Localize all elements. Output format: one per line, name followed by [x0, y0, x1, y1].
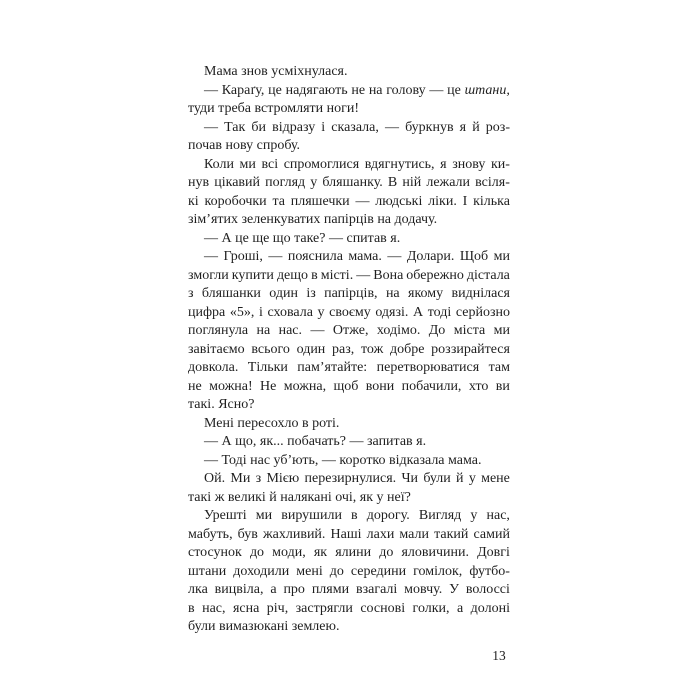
word: хто [468, 378, 489, 394]
text-line [188, 304, 510, 323]
word: плями [311, 582, 350, 598]
word: пам’ятайте: [297, 360, 368, 376]
word: вони [365, 378, 395, 394]
word: ходімо. [376, 323, 421, 339]
text-line [188, 359, 510, 378]
word: до [329, 563, 344, 579]
word: Не [260, 378, 277, 394]
text-line [188, 119, 510, 138]
text-line [188, 507, 510, 526]
text-line: — А це ще що таке? — спитав я. [204, 230, 401, 246]
word: кілька [473, 193, 510, 209]
word: й [472, 119, 480, 135]
word: доходили [233, 563, 290, 579]
word: самий [473, 526, 510, 542]
word: роз- [485, 119, 510, 135]
word: можна! [209, 378, 253, 394]
word: стосунок [188, 545, 242, 561]
word: побачили, [401, 378, 462, 394]
word: гомілок, [413, 563, 463, 579]
word: завітаємо [188, 341, 245, 357]
text-line [188, 544, 510, 563]
word: якому [408, 286, 444, 302]
text-line [188, 322, 510, 341]
paragraph [188, 507, 510, 637]
page-number: 13 [492, 648, 506, 663]
text-line [188, 156, 510, 175]
word: раз, [332, 341, 355, 357]
word: з [188, 286, 194, 302]
word: всього [251, 341, 290, 357]
word: нас. [278, 323, 303, 339]
text-line [188, 248, 510, 267]
word: яловичини. [401, 545, 470, 561]
text-line [188, 82, 510, 101]
word: річ, [266, 600, 289, 616]
word: Щоб [459, 249, 489, 265]
word: Долари. [406, 249, 455, 265]
word: кі [188, 193, 199, 209]
word: — [355, 193, 370, 209]
word: взагалі [355, 582, 398, 598]
word: до [379, 545, 394, 561]
word: один [296, 341, 326, 357]
word: штани, [464, 82, 510, 98]
word: а [270, 582, 277, 598]
word: До [428, 323, 446, 339]
word: був [237, 526, 258, 542]
word: пояснила [287, 249, 343, 265]
word: це [447, 82, 461, 98]
word: можна, [283, 378, 327, 394]
word: людські [375, 193, 423, 209]
word: тоді [427, 304, 452, 320]
paragraph [188, 433, 510, 452]
word: дещо [276, 267, 309, 283]
word: Отже, [332, 323, 369, 339]
text-line [188, 600, 510, 619]
paragraph [188, 63, 510, 82]
text-line [188, 563, 510, 582]
word: лежали [426, 175, 471, 191]
word: на [385, 286, 400, 302]
word: лка [188, 582, 208, 598]
word: В [387, 175, 398, 191]
word: цікавий [214, 175, 260, 191]
word: ми [239, 156, 256, 172]
word: середини [350, 563, 407, 579]
word: ми [493, 249, 510, 265]
word: ви [495, 378, 510, 394]
word: би [251, 119, 267, 135]
text-line: такі ж великі й налякані очі, як у неї? [188, 489, 411, 505]
word: мовчу. [404, 582, 443, 598]
word: один [269, 286, 298, 302]
word: вицвіла, [214, 582, 264, 598]
word: ми [493, 323, 510, 339]
word: у [468, 471, 476, 487]
word: ми [255, 508, 273, 524]
word: — [429, 82, 444, 98]
paragraph [188, 415, 510, 434]
word: у [470, 508, 478, 524]
word: на [256, 323, 271, 339]
text-line: почав нову спробу. [188, 138, 301, 154]
paragraph [188, 82, 510, 119]
word: волоссі [465, 582, 510, 598]
word: нас, [202, 600, 226, 616]
word: такий [434, 526, 469, 542]
word: Мією [266, 471, 300, 487]
paragraph [188, 452, 510, 471]
word: у [310, 175, 318, 191]
text-line: — Тоді нас уб’ють, — коротко відказала мама. [204, 452, 482, 468]
word: та [272, 193, 285, 209]
word: нув [188, 175, 210, 191]
word: буркнув [405, 119, 454, 135]
word: перезирнулися. [304, 471, 397, 487]
word: і [321, 119, 326, 135]
word: Так [224, 119, 246, 135]
word: долоні [470, 600, 510, 616]
word: І [462, 193, 468, 209]
text-line [188, 470, 510, 489]
word: голову [386, 82, 426, 98]
word: з [255, 471, 262, 487]
word: це [268, 82, 282, 98]
word: місті. [320, 267, 354, 283]
word: знову [452, 156, 486, 172]
word: до [249, 545, 265, 561]
paragraph [188, 470, 510, 507]
word: Чи [401, 471, 419, 487]
word: а [457, 600, 464, 616]
word: Наші [330, 526, 362, 542]
word: щоб [333, 378, 359, 394]
word: Урешті [204, 508, 247, 524]
word: — [356, 267, 371, 283]
word: ясна [232, 600, 260, 616]
word: «5», [229, 304, 255, 320]
text-line: були вимазюкані землею. [188, 619, 340, 635]
word: бляшанку. [322, 175, 383, 191]
word: своєму [329, 304, 371, 320]
word: я [459, 119, 467, 135]
word: А [413, 304, 424, 320]
word: Довгі [477, 545, 510, 561]
word: надягають [285, 82, 348, 98]
text-line: Мама знов усміхнулася. [204, 64, 348, 79]
word: у [317, 304, 325, 320]
word: — [204, 119, 218, 135]
word: всі [261, 156, 279, 172]
word: ліки. [428, 193, 457, 209]
word: Ой. [204, 471, 226, 487]
word: я [440, 156, 447, 172]
word: були [423, 471, 451, 487]
word: Коли [204, 156, 234, 172]
word: не [188, 378, 202, 394]
word: змогли [188, 267, 229, 283]
word: в [311, 267, 318, 283]
word: мене [481, 471, 510, 487]
word: — [268, 249, 283, 265]
word: — [310, 323, 325, 339]
word: там [488, 360, 510, 376]
word: мама. [348, 249, 382, 265]
word: — [204, 82, 218, 98]
word: ній [402, 175, 422, 191]
word: спромоглися [283, 156, 360, 172]
word: всіля- [475, 175, 510, 191]
text-line: зім’ятих зеленкуватих папірців на додачу. [188, 212, 438, 228]
word: на [368, 82, 383, 98]
word: дістала [466, 267, 510, 283]
word: ялини [335, 545, 372, 561]
word: погляд [265, 175, 306, 191]
text-line [188, 341, 510, 360]
text-line [188, 193, 510, 212]
word: міста [453, 323, 486, 339]
word: бляшанки [201, 286, 261, 302]
text-line [188, 526, 510, 545]
word: сховала [267, 304, 313, 320]
text-line [188, 581, 510, 600]
word: в [351, 508, 358, 524]
word: моди, [272, 545, 306, 561]
word: мабуть, [188, 526, 233, 542]
word: Тільки [247, 360, 288, 376]
word: довкола. [188, 360, 239, 376]
text-line [188, 378, 510, 397]
word: добре [389, 341, 425, 357]
word: цифра [188, 304, 226, 320]
word: вдягнутись, [364, 156, 435, 172]
word: лахи [366, 526, 395, 542]
word: із [306, 286, 316, 302]
word: Вона [373, 267, 404, 283]
text-line [188, 174, 510, 193]
word: перетворюватися [376, 360, 480, 376]
text-line: — А що, як... побачать? — запитав я. [204, 434, 427, 450]
paragraph [188, 119, 510, 156]
word: — [384, 119, 399, 135]
word: штани [188, 563, 227, 579]
word: сказала, [331, 119, 379, 135]
word: пляшечки [290, 193, 350, 209]
word: футбо- [469, 563, 510, 579]
word: не [351, 82, 366, 98]
word: серйозно [455, 304, 510, 320]
text-line: такі. Ясно? [188, 397, 255, 413]
word: жахливий. [262, 526, 326, 542]
word: соснові [360, 600, 406, 616]
word: Ми [230, 471, 251, 487]
text-line [188, 267, 510, 286]
text-line: туди треба встромляти ноги! [188, 101, 360, 117]
word: нас, [486, 508, 510, 524]
word: Вигляд [418, 508, 462, 524]
word: й [456, 471, 464, 487]
word: і [258, 304, 263, 320]
word: мені [296, 563, 323, 579]
paragraph [188, 230, 510, 249]
word: застрягли [295, 600, 353, 616]
word: одязі. [375, 304, 409, 320]
word: в [188, 600, 195, 616]
word: Гроші, [223, 249, 263, 265]
word: — [387, 249, 402, 265]
word: — [204, 249, 218, 265]
word: коробочки [204, 193, 267, 209]
word: ки- [490, 156, 510, 172]
word: У [449, 582, 460, 598]
page-text-block [188, 63, 510, 637]
word: папірців, [324, 286, 378, 302]
text-line: Мені пересохло в роті. [204, 415, 340, 431]
word: купити [231, 267, 274, 283]
word: виднілася [451, 286, 510, 302]
word: Караґу, [221, 82, 265, 98]
word: тож [361, 341, 384, 357]
word: як [313, 545, 328, 561]
word: поглянула [188, 323, 249, 339]
word: роззирайтеся [431, 341, 510, 357]
word: обережно [406, 267, 464, 283]
paragraph [188, 156, 510, 230]
word: вирушили [281, 508, 342, 524]
word: мали [399, 526, 430, 542]
word: дорогу. [366, 508, 410, 524]
word: голки, [412, 600, 450, 616]
paragraph [188, 248, 510, 415]
word: про [283, 582, 305, 598]
word: відразу [272, 119, 316, 135]
text-line [188, 285, 510, 304]
